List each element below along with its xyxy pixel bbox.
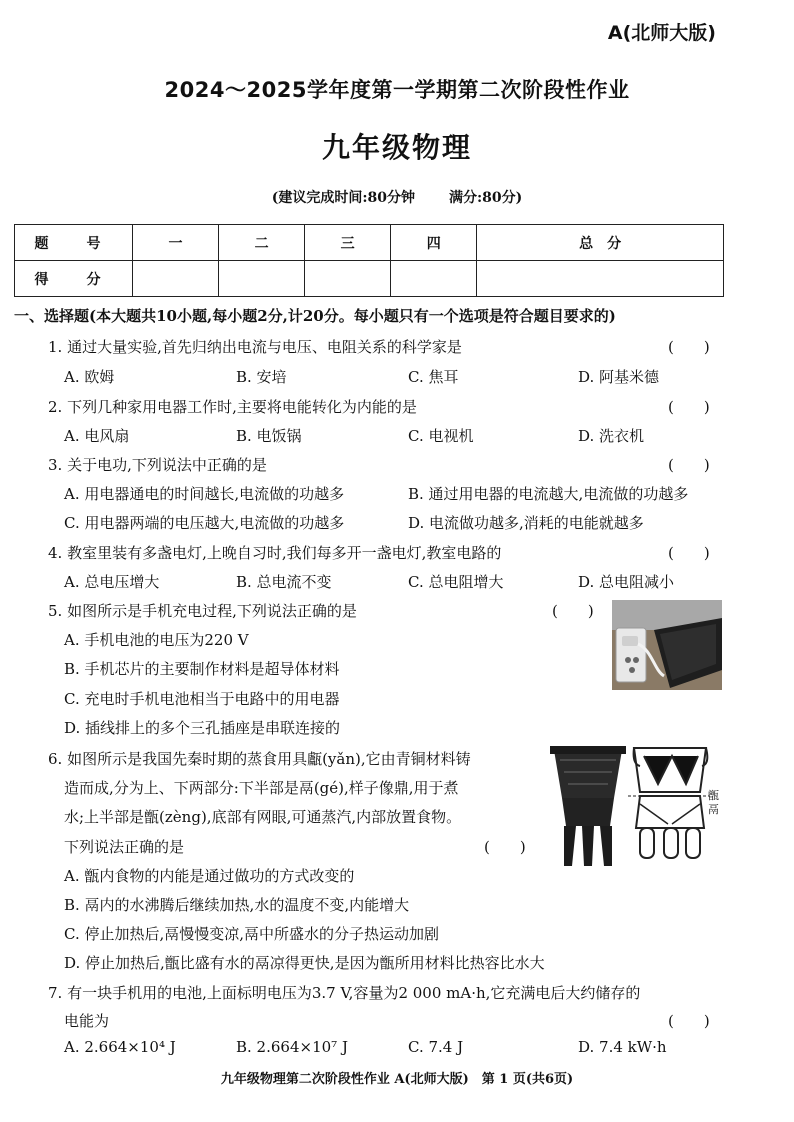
vessel-diagram (628, 744, 720, 868)
score-table-score-row (15, 261, 724, 297)
option-d: D. 插线排上的多个三孔插座是串联连接的 (64, 719, 341, 737)
vessel-photo-icon (550, 746, 626, 868)
question-stem: 1. 通过大量实验,首先归纳出电流与电压、电阻关系的科学家是 (48, 338, 462, 356)
option-b: B. 总电流不变 (236, 573, 332, 591)
subject-title: 九年级物理 (321, 131, 472, 164)
question-stem: 2. 下列几种家用电器工作时,主要将电能转化为内能的是 (48, 398, 417, 416)
option-a: A. 2.664×10⁴ J (64, 1038, 176, 1056)
score-blank[interactable] (477, 261, 724, 297)
score-blank[interactable] (133, 261, 219, 297)
option-b: B. 2.664×10⁷ J (236, 1038, 348, 1056)
option-c: C. 电视机 (408, 427, 474, 445)
option-a: A. 电风扇 (64, 427, 130, 445)
score-cell: 一 (133, 225, 219, 261)
exam-title: 2024～2025学年度第一学期第二次阶段性作业 (164, 78, 630, 102)
answer-paren[interactable]: ( ) (552, 602, 594, 620)
score-blank[interactable] (391, 261, 477, 297)
option-d: D. 洗衣机 (578, 427, 645, 445)
option-c: C. 用电器两端的电压越大,电流做的功越多 (64, 514, 345, 532)
score-cell: 四 (391, 225, 477, 261)
score-cell: 总 分 (477, 225, 724, 261)
bronze-vessel-photo (550, 746, 626, 868)
score-table (14, 224, 724, 297)
option-d: D. 阿基米德 (578, 368, 660, 386)
vessel-diagram-icon (628, 744, 720, 868)
option-d: D. 电流做功越多,消耗的电能就越多 (408, 514, 644, 532)
answer-paren[interactable]: ( ) (668, 456, 710, 474)
answer-paren[interactable]: ( ) (668, 398, 710, 416)
answer-paren[interactable]: ( ) (668, 1012, 710, 1030)
score-note: 满分:80分) (449, 190, 523, 206)
option-c: C. 停止加热后,鬲慢慢变凉,鬲中所盛水的分子热运动加剧 (64, 925, 440, 943)
option-b: B. 安培 (236, 368, 287, 386)
score-row-label: 得 分 (15, 261, 133, 297)
score-table-header-row (15, 225, 724, 261)
page-footer: 九年级物理第二次阶段性作业 A(北师大版) 第 1 页(共6页) (220, 1072, 574, 1087)
question-stem: 4. 教室里装有多盏电灯,上晚自习时,我们每多开一盏电灯,教室电路的 (48, 544, 502, 562)
label-zeng: 甑 (708, 789, 719, 802)
time-note: (建议完成时间:80分钟 (271, 190, 415, 206)
label-li: 鬲 (708, 803, 719, 816)
question-stem-line: 7. 有一块手机用的电池,上面标明电压为3.7 V,容量为2 000 mA·h,它充满电后大约储存的 (48, 984, 641, 1002)
edition-label: A(北师大版) (607, 22, 716, 44)
option-b: B. 鬲内的水沸腾后继续加热,水的温度不变,内能增大 (64, 896, 410, 914)
option-a: A. 用电器通电的时间越长,电流做的功越多 (64, 485, 345, 503)
answer-paren[interactable]: ( ) (668, 338, 710, 356)
score-cell: 题 号 (15, 225, 133, 261)
question-stem-line: 下列说法正确的是 (64, 838, 185, 856)
option-d: D. 总电阻减小 (578, 573, 675, 591)
option-a: A. 手机电池的电压为220 V (64, 631, 249, 649)
score-cell: 二 (219, 225, 305, 261)
option-a: A. 总电压增大 (64, 573, 160, 591)
question-stem: 5. 如图所示是手机充电过程,下列说法正确的是 (48, 602, 357, 620)
question-stem-line: 6. 如图所示是我国先秦时期的蒸食用具甗(yǎn),它由青铜材料铸 (48, 750, 471, 768)
phone-charging-icon (612, 600, 722, 690)
score-blank[interactable] (305, 261, 391, 297)
phone-charging-image (612, 600, 722, 690)
answer-paren[interactable]: ( ) (484, 838, 526, 856)
option-c: C. 充电时手机电池相当于电路中的用电器 (64, 690, 340, 708)
option-c: C. 7.4 J (408, 1038, 464, 1056)
option-c: C. 焦耳 (408, 368, 459, 386)
option-a: A. 欧姆 (64, 368, 115, 386)
option-d: D. 停止加热后,甑比盛有水的鬲凉得更快,是因为甑所用材料比热容比水大 (64, 954, 545, 972)
option-d: D. 7.4 kW·h (578, 1038, 667, 1056)
section-heading: 一、选择题(本大题共10小题,每小题2分,计20分。每小题只有一个选项是符合题目要求的) (14, 307, 616, 325)
score-blank[interactable] (219, 261, 305, 297)
exam-info (0, 187, 794, 207)
option-a: A. 甑内食物的内能是通过做功的方式改变的 (64, 867, 355, 885)
answer-paren[interactable]: ( ) (668, 544, 710, 562)
option-b: B. 手机芯片的主要制作材料是超导体材料 (64, 660, 340, 678)
option-b: B. 通过用电器的电流越大,电流做的功越多 (408, 485, 689, 503)
score-cell: 三 (305, 225, 391, 261)
question-stem-line: 电能为 (64, 1012, 110, 1030)
question-stem: 3. 关于电功,下列说法中正确的是 (48, 456, 267, 474)
option-c: C. 总电阻增大 (408, 573, 504, 591)
question-stem-line: 水;上半部是甑(zèng),底部有网眼,可通蒸汽,内部放置食物。 (64, 808, 462, 826)
question-stem-line: 造而成,分为上、下两部分:下半部是鬲(gé),样子像鼎,用于煮 (64, 779, 459, 797)
option-b: B. 电饭锅 (236, 427, 302, 445)
